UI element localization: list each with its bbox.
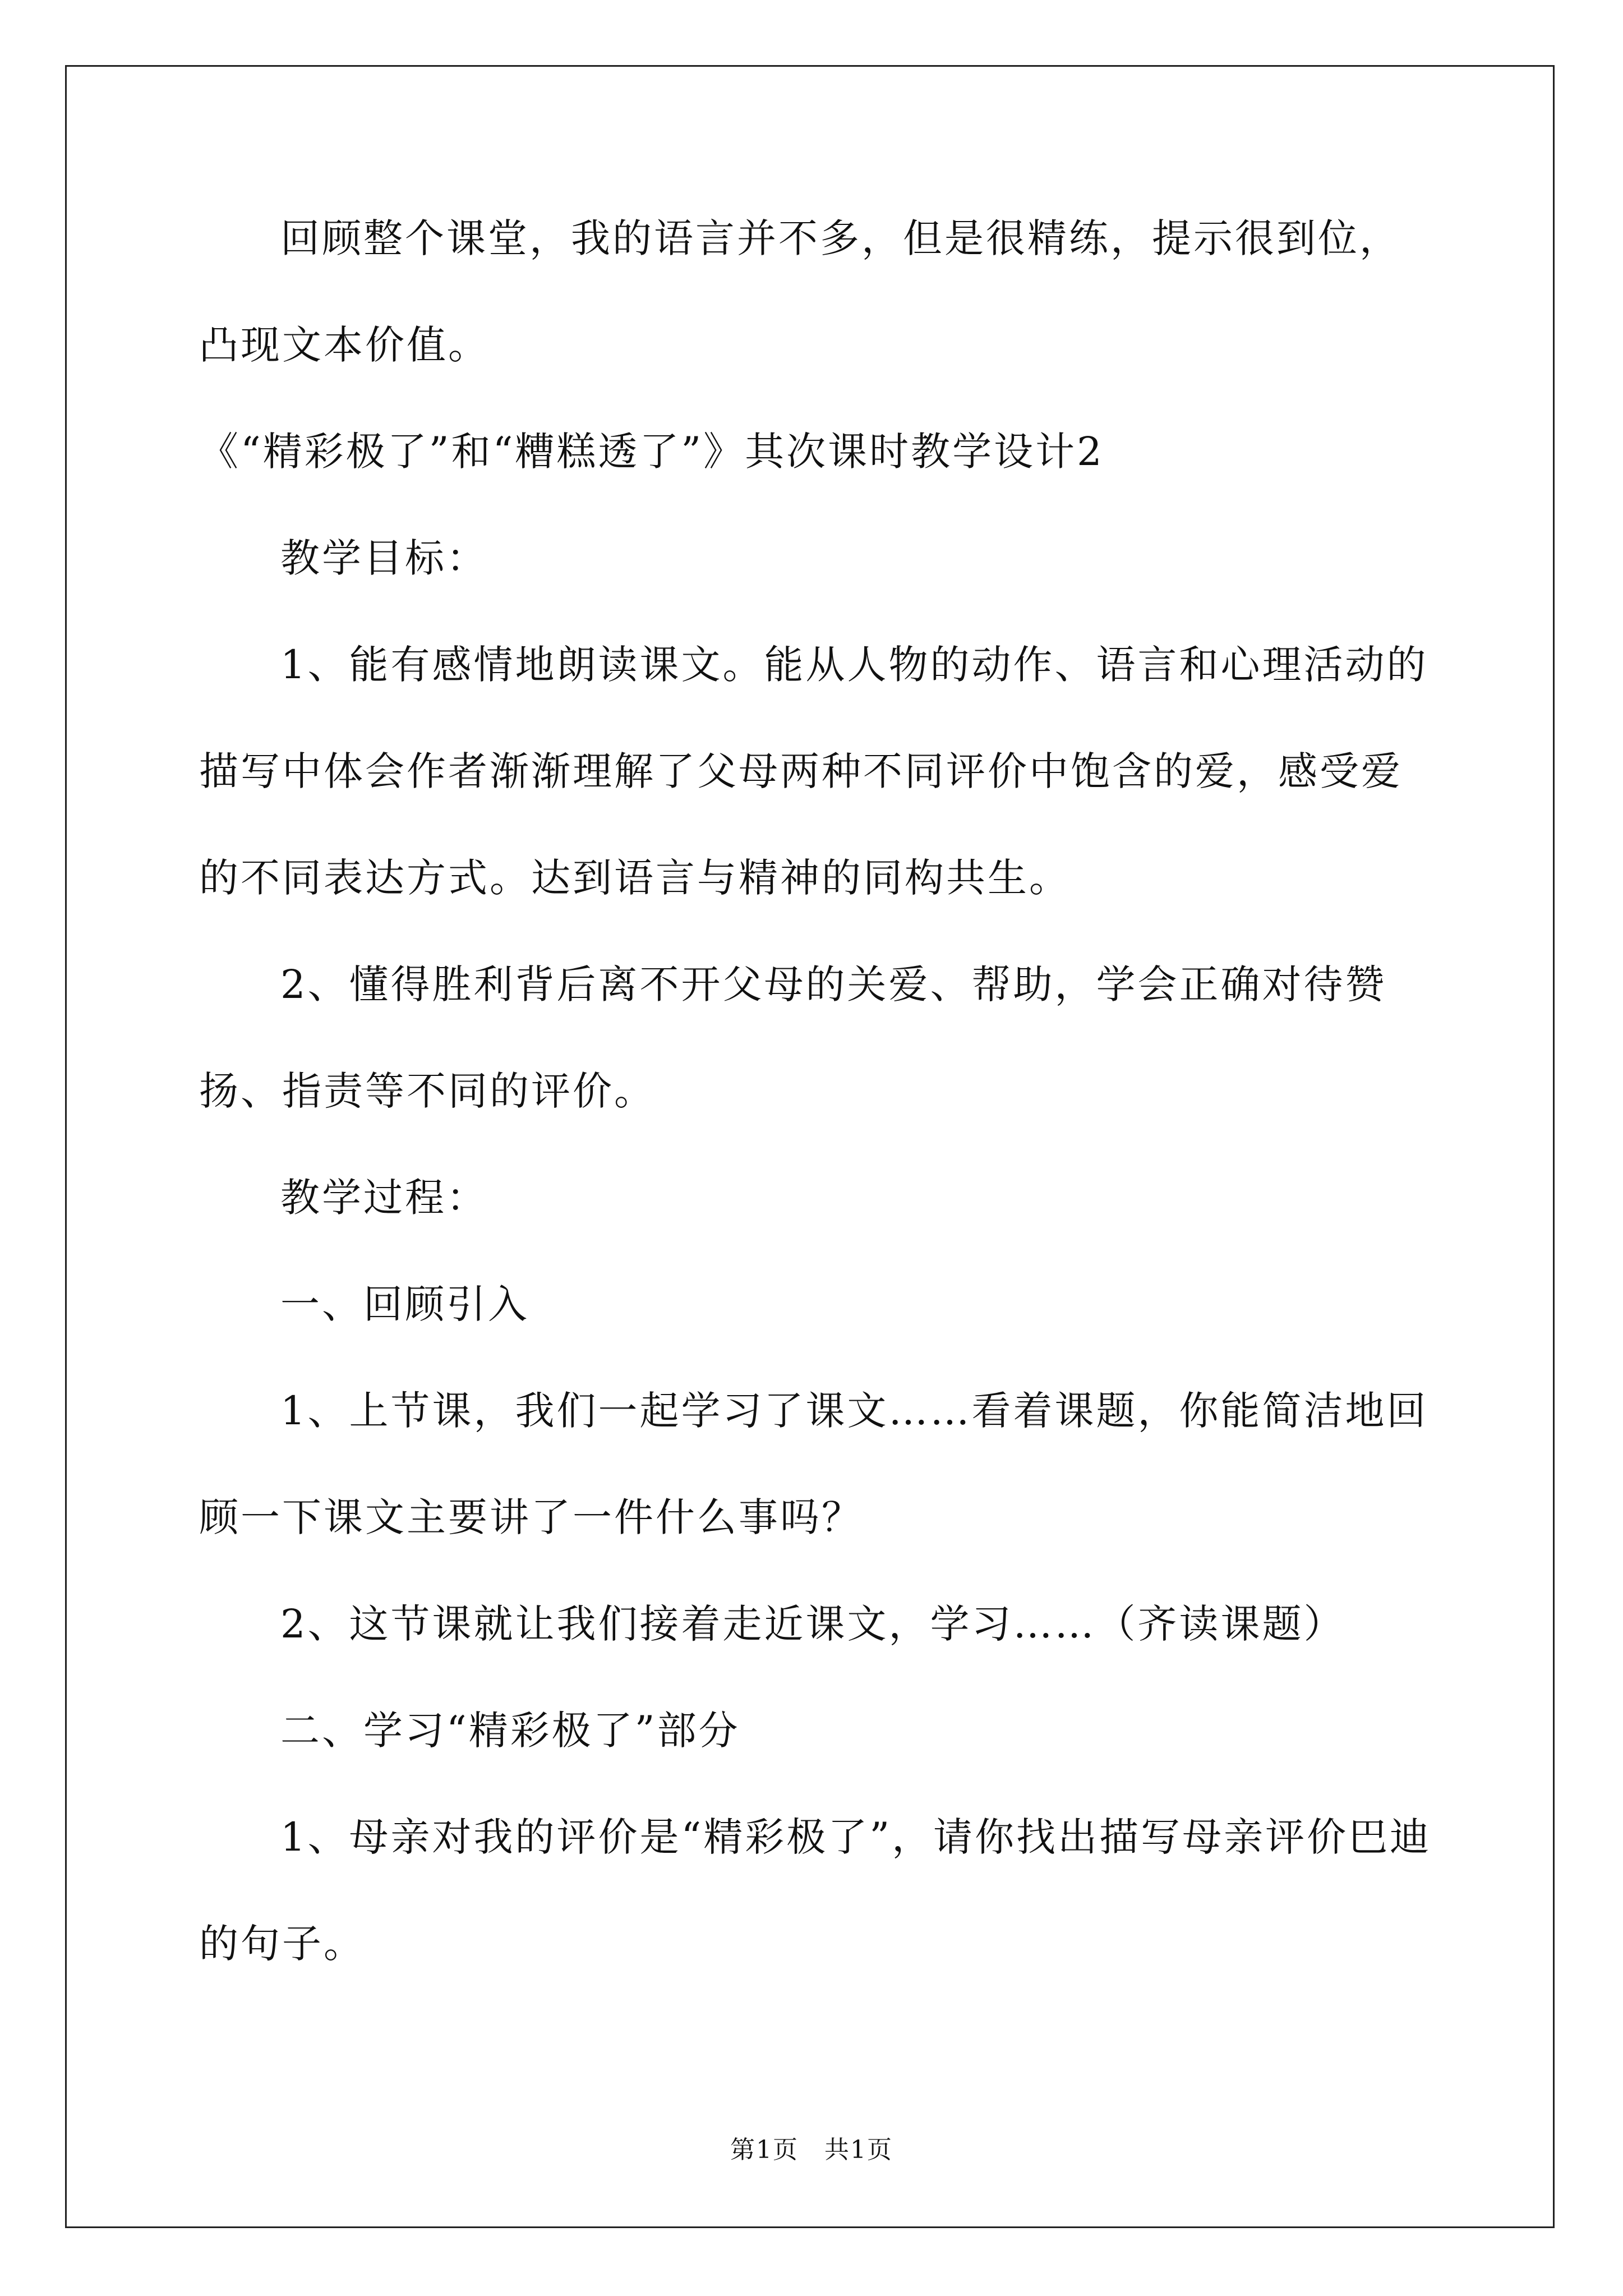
paragraph: 1、上节课，我们一起学习了课文……看着课题，你能简洁地回顾一下课文主要讲了一件什么事吗？ [199,1388,1428,1540]
paragraph: 一、回顾引入 [280,1281,529,1327]
document-body [199,185,1433,1997]
paragraph: 2、这节课就让我们接着走近课文，学习……（齐读课题） [280,1601,1345,1647]
paragraph: 二、学习“精彩极了”部分 [280,1708,740,1754]
paragraph: 1、能有感情地朗读课文。能从人物的动作、语言和心理活动的描写中体会作者渐渐理解了父母两种不同评价中饱含的爱，感受爱的不同表达方式。达到语言与精神的同构共生。 [199,642,1428,901]
section-title: 《“精彩极了”和“糟糕透了”》其次课时教学设计2 [199,429,1104,475]
paragraph: 教学过程： [280,1175,488,1221]
paragraph: 回顾整个课堂，我的语言并不多，但是很精练，提示很到位，凸现文本价值。 [199,215,1401,368]
page-indicator: 第1页 共1页 [730,2136,893,2164]
paragraph: 教学目标： [280,535,488,581]
paragraph: 2、懂得胜利背后离不开父母的关爱、帮助，学会正确对待赞扬、指责等不同的评价。 [199,961,1387,1114]
paragraph: 1、母亲对我的评价是“精彩极了”，请你找出描写母亲评价巴迪的句子。 [199,1814,1432,1967]
